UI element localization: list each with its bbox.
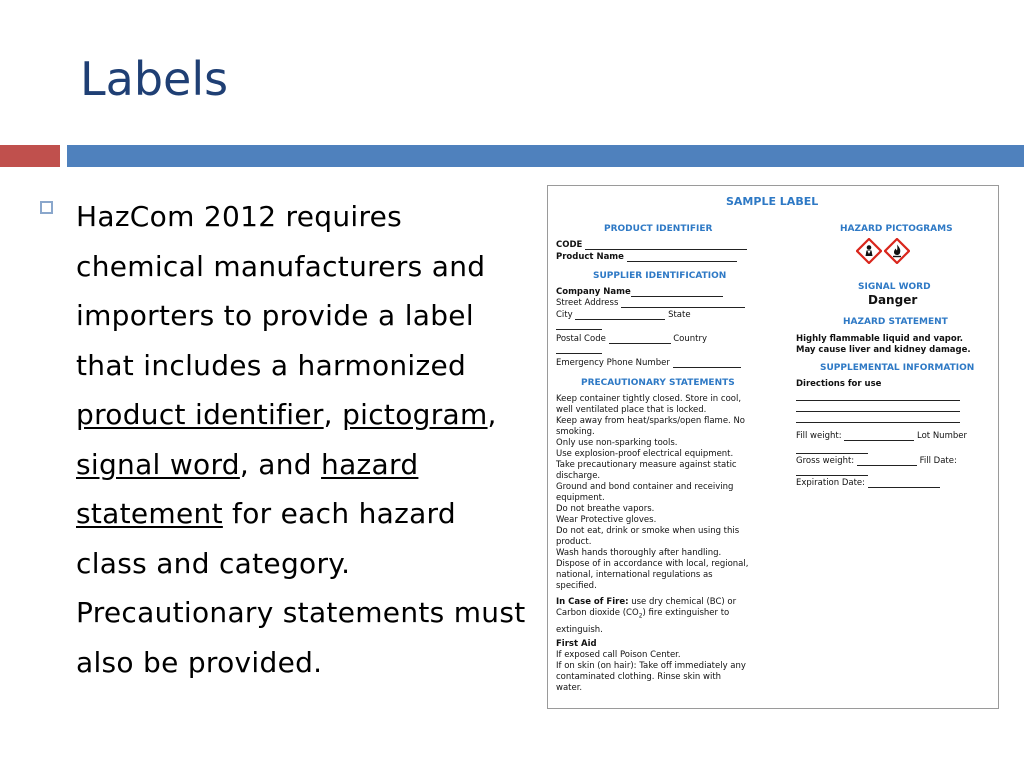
- blank-line: [796, 466, 868, 476]
- fire-instructions: In Case of Fire: use dry chemical (BC) or Carbon dioxide $(CO_2)$ fire extinguisher to extinguish.: [556, 597, 737, 635]
- body-paragraph: [76, 192, 536, 687]
- body-text-1: HazCom 2012 requires chemical manufacturers and importers to provide a label that includes a harmonized: [76, 200, 486, 382]
- label-title: SAMPLE LABEL: [726, 195, 819, 208]
- accent-bar-blue: [67, 145, 1024, 167]
- fill-weight-field: Fill weight: Lot Number: [796, 431, 967, 441]
- postal-country-field: Postal Code Country: [556, 334, 708, 344]
- supplier-identification-heading: SUPPLIER IDENTIFICATION: [593, 271, 727, 281]
- precautionary-statements: Keep container tightly closed. Store in cool, well ventilated place that is locked. Keep away from heat/sparks/open flame. No smoking. Only use non-sparking tools. Use explosion-proof electrical equipment. Take precautionary measure against static discharge. Ground and bond container and receiving equipment. Do not breathe vapors. Wear Protective gloves. Do not eat, drink or smoke when using this product. Wash hands thoroughly after handling. Dispose of in accordance with local, regional, national, international regulations as specified.: [556, 394, 749, 591]
- city-state-field: City State: [556, 310, 691, 320]
- blank-line: [556, 320, 602, 330]
- blank-line: [796, 444, 868, 454]
- bullet-square-icon: [40, 201, 53, 214]
- term-product-identifier: product identifier: [76, 398, 324, 431]
- health-hazard-icon: [856, 238, 882, 264]
- flame-icon: [884, 238, 910, 264]
- product-identifier-heading: PRODUCT IDENTIFIER: [604, 224, 713, 234]
- slide-title: Labels: [80, 52, 229, 106]
- precautionary-heading: PRECAUTIONARY STATEMENTS: [581, 378, 735, 388]
- sample-label-image: [547, 185, 999, 709]
- accent-bar-red: [0, 145, 60, 167]
- blank-line: [796, 391, 960, 401]
- signal-word-heading: SIGNAL WORD: [858, 282, 931, 292]
- hazard-pictograms-heading: HAZARD PICTOGRAMS: [840, 224, 953, 234]
- expiration-date-field: Expiration Date:: [796, 478, 940, 488]
- body-text-5: for each hazard class and category. Precautionary statements must also be provided.: [76, 497, 526, 679]
- product-name-field: Product Name: [556, 252, 737, 262]
- body-text-2: ,: [323, 398, 343, 431]
- directions-for-use: Directions for use: [796, 379, 882, 389]
- term-hazard-statement: hazard statement: [76, 447, 419, 530]
- blank-line: [556, 344, 602, 354]
- emergency-phone-field: Emergency Phone Number: [556, 358, 741, 368]
- gross-weight-field: Gross weight: Fill Date:: [796, 456, 957, 466]
- blank-line: [796, 413, 960, 423]
- first-aid-instructions: First Aid If exposed call Poison Center. If on skin (on hair): Take off immediately any contaminated clothing. Rinse skin with water.: [556, 639, 746, 693]
- term-signal-word: signal word: [76, 447, 240, 481]
- signal-word: Danger: [868, 293, 918, 307]
- term-pictogram: pictogram: [342, 398, 488, 431]
- hazard-statement-line-1: Highly flammable liquid and vapor.: [796, 334, 963, 344]
- body-text-3: ,: [487, 398, 497, 431]
- code-field: CODE: [556, 240, 747, 250]
- hazard-statement-heading: HAZARD STATEMENT: [843, 317, 948, 327]
- body-text-4: , and: [239, 447, 322, 481]
- street-address-field: Street Address: [556, 298, 745, 308]
- supplemental-heading: SUPPLEMENTAL INFORMATION: [820, 363, 975, 373]
- hazard-statement-line-2: May cause liver and kidney damage.: [796, 345, 971, 355]
- company-name-field: Company Name: [556, 287, 723, 297]
- blank-line: [796, 402, 960, 412]
